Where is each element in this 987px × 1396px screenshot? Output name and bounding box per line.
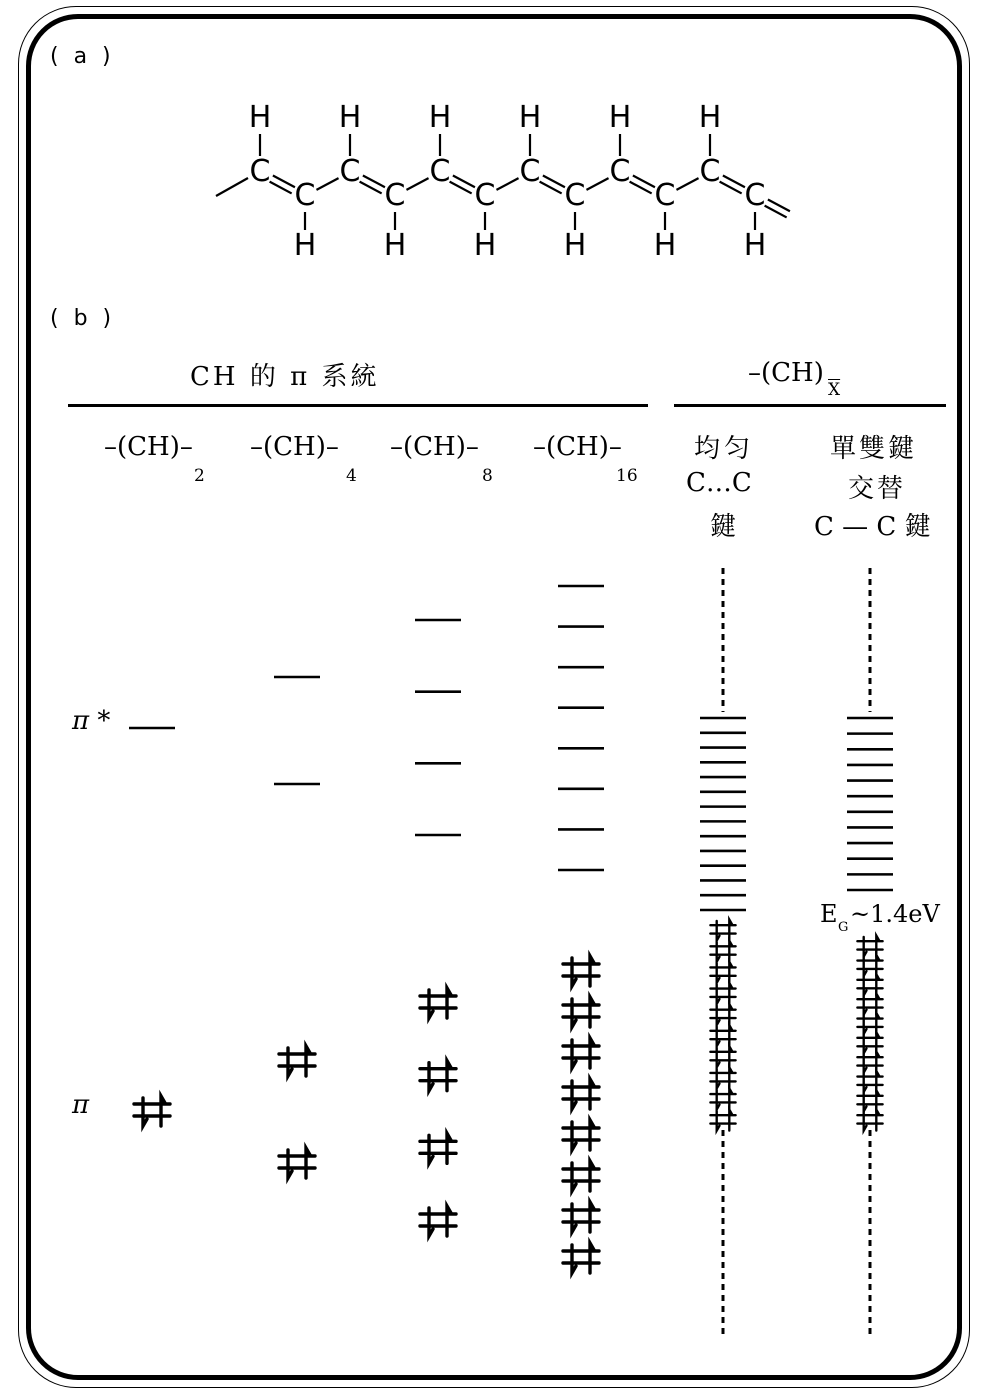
hydrogen-atom: H: [338, 100, 362, 135]
hydrogen-atom: H: [563, 228, 587, 263]
panel-a-label: ( a ): [50, 44, 115, 69]
electron-pair: [857, 1032, 882, 1053]
left-header: CH 的 π 系統: [190, 362, 380, 392]
electron-pair: [710, 1088, 735, 1109]
uniform-bond-line-1: 均匀: [694, 434, 755, 464]
carbon-atom: C: [429, 154, 451, 189]
uniform-bond-line-3: 鍵: [710, 512, 737, 542]
carbon-atom: C: [744, 178, 766, 213]
carbon-atom: C: [519, 154, 541, 189]
electron-pair: [563, 1079, 599, 1109]
electron-pair: [710, 983, 735, 1004]
hydrogen-atom: H: [698, 100, 722, 135]
alternating-bond-line-3: C — C 鍵: [814, 512, 931, 542]
pi-label: π: [72, 1090, 90, 1120]
electron-pair: [563, 1243, 599, 1273]
right-header: –(CH): [748, 358, 824, 388]
hydrogen-atom: H: [248, 100, 272, 135]
electron-pair: [710, 941, 735, 962]
hydrogen-atom: H: [608, 100, 632, 135]
band-gap-subscript: G: [838, 920, 849, 935]
carbon-atom: C: [564, 178, 586, 213]
carbon-atom: C: [339, 154, 361, 189]
electron-pair: [857, 955, 882, 976]
electron-pair: [420, 1133, 456, 1163]
electron-pair: [857, 936, 882, 957]
electron-pair: [563, 1038, 599, 1068]
electron-pair: [710, 920, 735, 941]
electron-pair: [563, 1161, 599, 1191]
uniform-bond-line-2: C…C: [686, 468, 752, 498]
electron-pair: [563, 1120, 599, 1150]
electron-pair: [710, 1110, 735, 1131]
electron-pair: [279, 1046, 315, 1076]
panel-b-label: ( b ): [50, 306, 116, 331]
electron-pair: [563, 956, 599, 986]
hydrogen-atom: H: [653, 228, 677, 263]
carbon-atom: C: [249, 154, 271, 189]
alternating-bond-line-2: 交替: [848, 474, 907, 504]
column-header-ch2: –(CH)–: [104, 432, 193, 462]
band-gap-value: ~1.4eV: [850, 900, 940, 928]
pi-star-label: π *: [72, 706, 111, 736]
hydrogen-atom: H: [293, 228, 317, 263]
carbon-atom: C: [654, 178, 676, 213]
column-header-ch4: –(CH)–: [250, 432, 339, 462]
electron-pair: [857, 1110, 882, 1131]
column-subscript-ch2: 2: [194, 466, 205, 486]
carbon-atom: C: [384, 178, 406, 213]
alternating-bond-line-1: 單雙鍵: [830, 434, 918, 464]
electron-pair: [134, 1096, 170, 1126]
hydrogen-atom: H: [428, 100, 452, 135]
column-header-ch8: –(CH)–: [390, 432, 479, 462]
hydrogen-atom: H: [743, 228, 767, 263]
electron-pair: [710, 962, 735, 983]
electron-pair: [563, 1202, 599, 1232]
electron-pair: [857, 994, 882, 1015]
carbon-atom: C: [294, 178, 316, 213]
electron-pair: [857, 1090, 882, 1111]
electron-pair: [420, 988, 456, 1018]
electron-pair: [420, 1061, 456, 1091]
electron-pair: [710, 1067, 735, 1088]
electron-pair: [857, 1052, 882, 1073]
carbon-atom: C: [609, 154, 631, 189]
column-subscript-ch16: 16: [616, 466, 638, 486]
electron-pair: [710, 1004, 735, 1025]
electron-pair: [710, 1046, 735, 1067]
hydrogen-atom: H: [473, 228, 497, 263]
electron-pair: [710, 1025, 735, 1046]
carbon-atom: C: [474, 178, 496, 213]
column-subscript-ch4: 4: [346, 466, 357, 486]
electron-pair: [279, 1148, 315, 1178]
electron-pair: [857, 1071, 882, 1092]
electron-pair: [857, 974, 882, 995]
hydrogen-atom: H: [518, 100, 542, 135]
right-header-subscript: $\overline{X}$: [828, 380, 841, 400]
band-gap-E: E: [820, 900, 838, 928]
electron-pair: [563, 997, 599, 1027]
column-subscript-ch8: 8: [482, 466, 493, 486]
carbon-atom: C: [699, 154, 721, 189]
hydrogen-atom: H: [383, 228, 407, 263]
column-header-ch16: –(CH)–: [533, 432, 622, 462]
electron-pair: [420, 1206, 456, 1236]
electron-pair: [857, 1013, 882, 1034]
